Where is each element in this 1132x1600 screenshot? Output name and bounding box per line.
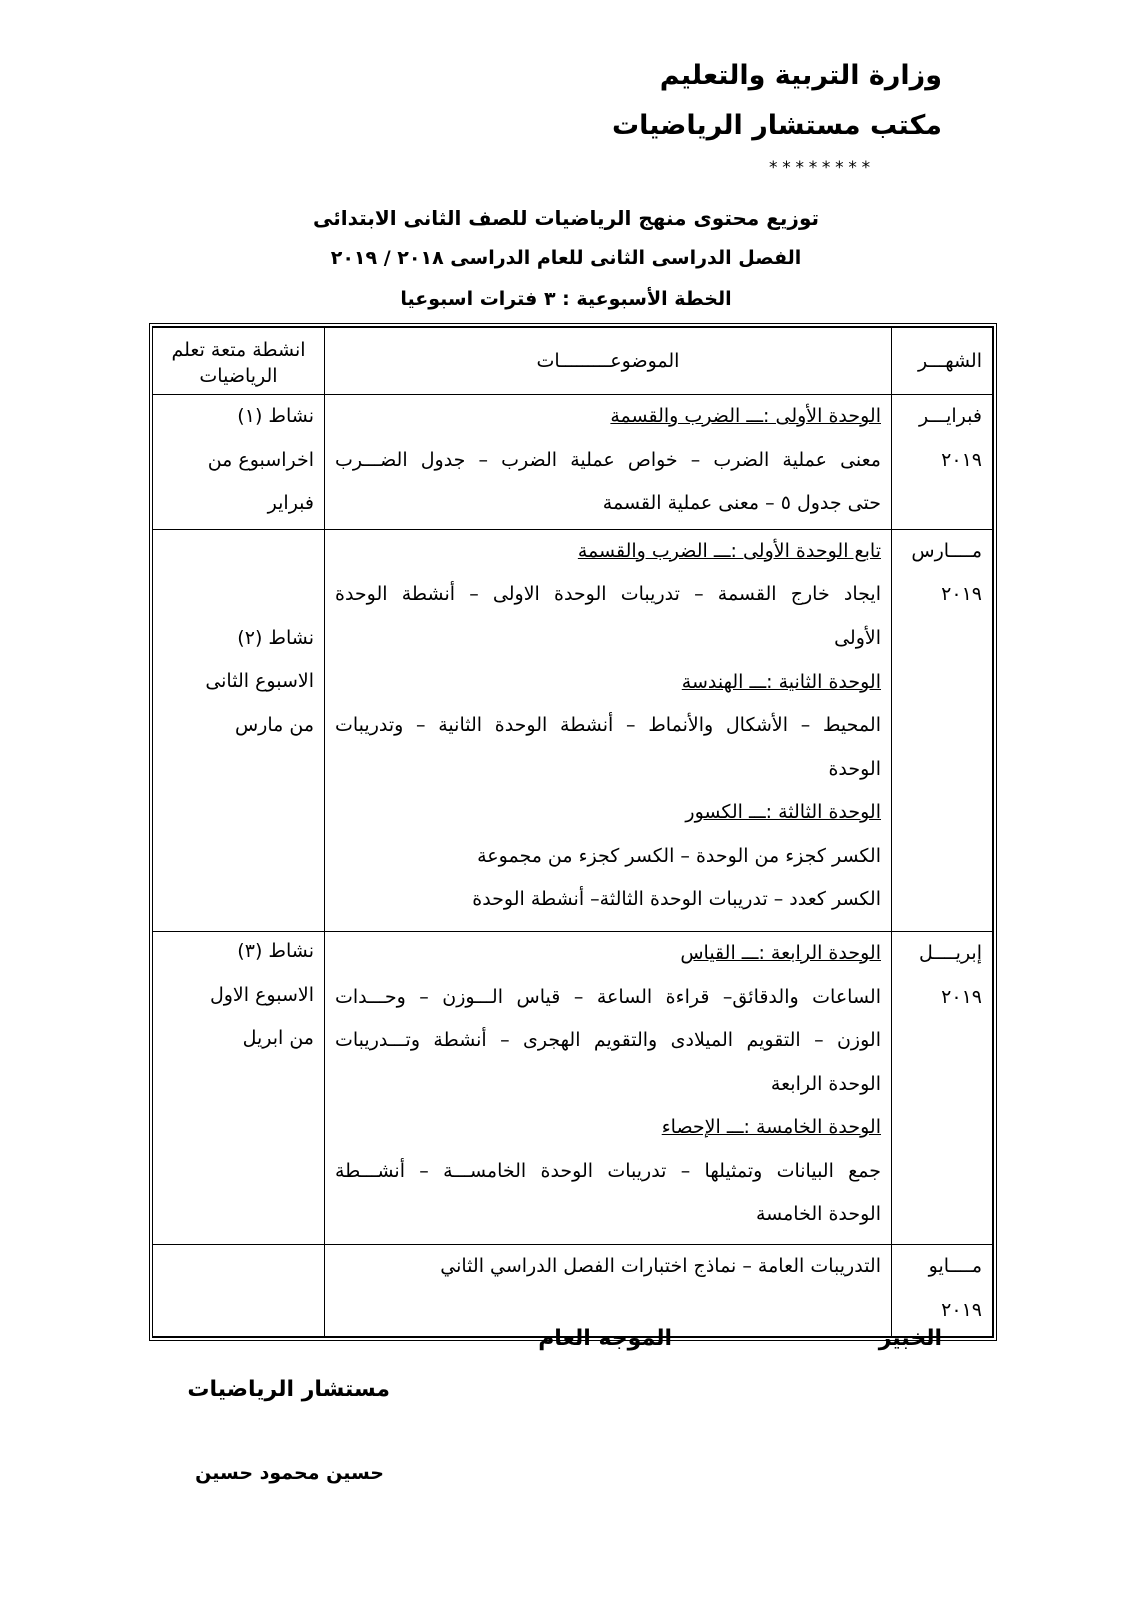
header-activities: انشطة متعة تعلم الرياضيات — [153, 328, 325, 395]
topics-cell — [325, 1244, 892, 1336]
table-header-row — [153, 328, 993, 395]
activity-line: الاسبوع الثانى — [205, 670, 314, 693]
signature-expert: الخبير — [878, 1326, 942, 1351]
month-year: ٢٠١٩ — [941, 1298, 982, 1321]
activity-line: نشاط (٣) — [237, 939, 314, 962]
month-cell — [892, 529, 993, 931]
topic-line: التدريبات العامة – نماذج اختبارات الفصل الدراسي الثاني — [440, 1254, 881, 1277]
month-cell — [892, 1244, 993, 1336]
table-row — [153, 1244, 993, 1336]
month-year: ٢٠١٩ — [941, 583, 982, 606]
month-year: ٢٠١٩ — [941, 985, 982, 1008]
table-row — [153, 931, 993, 1244]
header-month: الشهـــر — [892, 328, 993, 395]
office-name: مكتب مستشار الرياضيات — [611, 110, 942, 141]
unit-heading: الوحدة الثانية :ـــ الهندسة — [681, 670, 881, 693]
table-row — [153, 395, 993, 530]
topic-line: معنى عملية الضرب – خواص عملية الضرب – جدول الضـــرب — [335, 448, 881, 471]
activity-cell — [153, 529, 325, 931]
topic-line: ايجاد خارج القسمة – تدريبات الوحدة الاولى – أنشطة الوحدة — [335, 583, 881, 606]
document-title: توزيع محتوى منهج الرياضيات للصف الثانى الابتدائى — [313, 206, 819, 230]
topic-line: الأولى — [834, 626, 881, 649]
topics-cell — [325, 931, 892, 1244]
signature-general-supervisor: الموجه العام — [538, 1326, 672, 1351]
activity-cell — [153, 931, 325, 1244]
topic-line: حتى جدول ٥ – معنى عملية القسمة — [602, 492, 881, 515]
weekly-plan-title: الخطة الأسبوعية : ٣ فترات اسبوعيا — [400, 288, 732, 310]
activity-cell — [153, 1244, 325, 1336]
activity-line: الاسبوع الاول — [209, 983, 314, 1006]
month-label: إبريــــل — [919, 941, 982, 964]
topics-cell — [325, 529, 892, 931]
activity-line: اخراسبوع من — [207, 448, 314, 471]
curriculum-table — [149, 323, 997, 1341]
unit-heading: الوحدة الثالثة :ـــ الكسور — [685, 801, 881, 824]
activity-line: من مارس — [234, 713, 314, 736]
table-row — [153, 529, 993, 931]
topic-line: الساعات والدقائق– قراءة الساعة – قياس الـــوزن – وحـــدات — [335, 985, 881, 1008]
month-year: ٢٠١٩ — [941, 448, 982, 471]
stars-divider: ******** — [768, 158, 874, 178]
activity-cell — [153, 395, 325, 530]
topic-line: الوحدة الخامسة — [755, 1203, 881, 1226]
month-cell — [892, 931, 993, 1244]
topic-line: جمع البيانات وتمثيلها – تدريبات الوحدة الخامســـة – أنشـــطة — [335, 1159, 881, 1182]
topic-line: الكسر كجزء من الوحدة – الكسر كجزء من مجموعة — [477, 844, 881, 867]
topic-line: الوحدة الرابعة — [770, 1072, 881, 1095]
activity-line: من ابريل — [242, 1027, 314, 1050]
month-label: مــــارس — [911, 539, 982, 562]
topic-line: الوحدة — [828, 757, 881, 780]
signature-advisor: مستشار الرياضيات — [187, 1377, 390, 1402]
activity-line: نشاط (٢) — [237, 626, 314, 649]
term-title: الفصل الدراسى الثانى للعام الدراسى ٢٠١٨ / ٢٠١٩ — [330, 247, 802, 269]
month-label: فبرايـــر — [918, 405, 982, 427]
unit-heading: تابع الوحدة الأولى :ـــ الضرب والقسمة — [577, 539, 881, 562]
unit-heading: الوحدة الخامسة :ـــ الإحصاء — [661, 1116, 881, 1139]
topic-line: الكسر كعدد – تدريبات الوحدة الثالثة– أنشطة الوحدة — [472, 888, 881, 911]
activity-line: فبراير — [267, 492, 314, 515]
topics-cell — [325, 395, 892, 530]
activity-line: نشاط (١) — [237, 405, 314, 427]
unit-heading: الوحدة الرابعة :ـــ القياس — [680, 941, 881, 964]
header-topics: الموضوعـــــــــات — [325, 328, 892, 395]
month-cell — [892, 395, 993, 530]
month-label: مــــايو — [928, 1254, 982, 1277]
ministry-name: وزارة التربية والتعليم — [659, 60, 942, 91]
topic-line: الوزن – التقويم الميلادى والتقويم الهجرى – أنشطة وتـــدريبات — [335, 1029, 881, 1052]
unit-heading: الوحدة الأولى :ـــ الضرب والقسمة — [610, 405, 881, 427]
advisor-name: حسين محمود حسين — [195, 1462, 384, 1484]
topic-line: المحيط – الأشكال والأنماط – أنشطة الوحدة الثانية – وتدريبات — [335, 714, 881, 737]
